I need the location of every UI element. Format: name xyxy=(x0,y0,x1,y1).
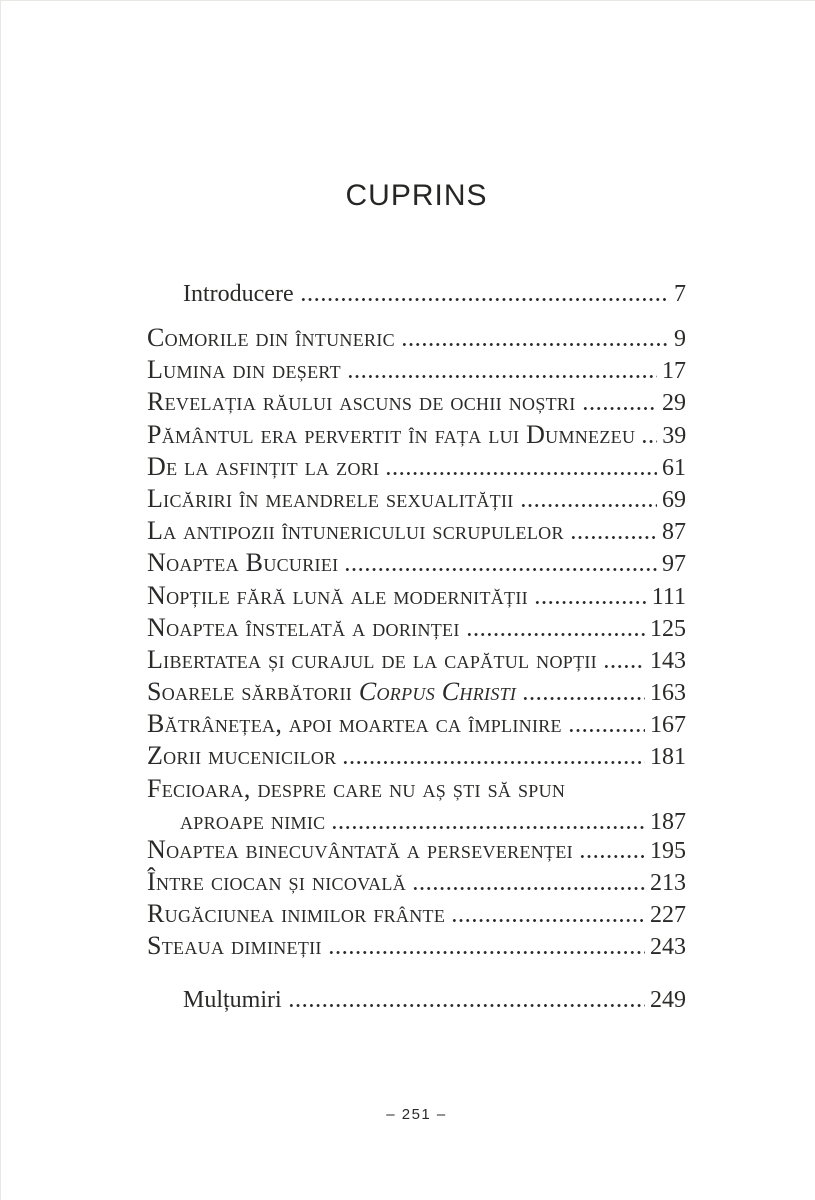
toc-entry xyxy=(147,709,686,741)
dot-leader xyxy=(401,343,669,346)
toc-entry xyxy=(147,867,686,899)
dot-leader xyxy=(641,440,657,443)
toc-entry-page: 61 xyxy=(662,454,686,481)
toc-entry xyxy=(147,355,686,387)
toc-entry-title: Libertatea și curajul de la capătul nopții xyxy=(147,644,597,674)
dot-leader xyxy=(451,919,645,922)
toc-entry xyxy=(147,548,686,580)
dot-leader xyxy=(568,729,645,732)
toc-entry-title: La antipozii întunericului scrupulelor xyxy=(147,516,564,546)
toc-entry-page: 187 xyxy=(650,808,686,835)
toc-entry-page: 249 xyxy=(650,987,686,1013)
text-block xyxy=(147,0,686,1200)
toc-entry-title: Rugăciunea inimilor frânte xyxy=(147,899,446,929)
toc-entry xyxy=(147,452,686,484)
toc-entry xyxy=(147,677,686,709)
dot-leader xyxy=(344,568,657,571)
front-matter-list xyxy=(147,279,686,311)
toc-entry-title: Licăriri în meandrele sexualității xyxy=(147,483,514,513)
toc-entry-page: 163 xyxy=(650,680,686,707)
toc-entry-page: 69 xyxy=(662,486,686,513)
toc-entry-title: Noaptea binecuvântată a perseverenței xyxy=(147,834,573,864)
toc-entry-title: Introducere xyxy=(183,281,294,307)
toc-entry-title: Soarele sărbătorii Corpus Christi xyxy=(147,677,517,707)
dot-leader xyxy=(582,407,657,410)
toc-entry xyxy=(147,806,686,835)
dot-leader xyxy=(385,472,657,475)
dot-leader xyxy=(520,504,657,507)
dot-leader xyxy=(579,855,645,858)
toc-entry-title-italic: Corpus Christi xyxy=(358,677,517,707)
dot-leader xyxy=(522,697,645,700)
toc-entry xyxy=(147,645,686,677)
toc-entry xyxy=(147,581,686,613)
toc-entry-title: aproape nimic xyxy=(180,805,326,835)
toc-entry-title: Pământul era pervertit în fața lui Dumnezeu xyxy=(147,419,636,449)
toc-entry-page: 87 xyxy=(662,519,686,546)
toc-entry xyxy=(147,279,686,311)
toc-entry-title: De la asfințit la zori xyxy=(147,451,380,481)
dot-leader xyxy=(570,536,657,539)
toc-entry-page: 97 xyxy=(662,551,686,578)
toc-entry-title: Lumina din deșert xyxy=(147,355,341,385)
toc-entry xyxy=(147,323,686,355)
toc-entry-title: Nopțile fără lună ale modernității xyxy=(147,580,528,610)
toc-entry-title: Mulțumiri xyxy=(183,987,282,1013)
folio-page-number: – 251 – xyxy=(386,1106,447,1123)
toc-entry-page: 213 xyxy=(650,870,686,896)
toc-entry-title: Steaua dimineții xyxy=(147,931,322,961)
toc-entry-page: 111 xyxy=(651,583,686,610)
toc-entry xyxy=(147,516,686,548)
chapter-list xyxy=(147,323,686,964)
toc-entry-page: 243 xyxy=(650,934,686,961)
dot-leader xyxy=(300,298,669,301)
toc-entry-page: 181 xyxy=(650,744,686,771)
page-title: CUPRINS xyxy=(345,179,488,212)
toc-entry-title: Noaptea Bucuriei xyxy=(147,548,339,578)
toc-entry xyxy=(147,899,686,931)
toc-entry-title: Zorii mucenicilor xyxy=(147,741,337,771)
toc-entry xyxy=(147,484,686,516)
toc-entry xyxy=(147,835,686,867)
toc-entry xyxy=(147,420,686,452)
toc-entry-title: Noaptea înstelată a dorinței xyxy=(147,612,460,642)
toc-entry-page: 143 xyxy=(650,647,686,674)
toc-entry xyxy=(147,741,686,773)
toc-entry xyxy=(147,931,686,963)
dot-leader xyxy=(466,633,645,636)
toc-entry xyxy=(147,774,686,806)
dot-leader xyxy=(288,1004,645,1007)
toc-entry-title: Fecioara, despre care nu aș ști să spun xyxy=(147,773,566,803)
back-matter-list xyxy=(147,985,686,1017)
toc-entry-title: Bătrânețea, apoi moartea ca împlinire xyxy=(147,709,562,739)
toc-entry-page: 39 xyxy=(662,422,687,449)
toc-entry-page: 17 xyxy=(662,358,686,385)
dot-leader xyxy=(534,601,647,604)
toc-entry-page: 195 xyxy=(650,837,686,864)
toc-entry-page: 227 xyxy=(650,902,686,929)
dot-leader xyxy=(328,951,645,954)
toc-entry-page: 125 xyxy=(650,615,686,642)
toc-entry-title: Revelația răului ascuns de ochii noștri xyxy=(147,387,576,417)
toc-entry xyxy=(147,985,686,1017)
toc-entry xyxy=(147,387,686,419)
dot-leader xyxy=(347,375,657,378)
dot-leader xyxy=(412,887,645,890)
dot-leader xyxy=(342,761,645,764)
toc-entry-title: Între ciocan și nicovală xyxy=(147,867,407,896)
toc-entry-page: 7 xyxy=(674,281,686,307)
toc-entry-title: Comorile din întuneric xyxy=(147,323,395,352)
dot-leader xyxy=(331,826,645,829)
toc-entry xyxy=(147,613,686,645)
toc-entry-page: 29 xyxy=(662,390,686,417)
toc-entry-page: 9 xyxy=(674,326,686,352)
dot-leader xyxy=(603,665,645,668)
toc-entry-page: 167 xyxy=(650,712,686,739)
